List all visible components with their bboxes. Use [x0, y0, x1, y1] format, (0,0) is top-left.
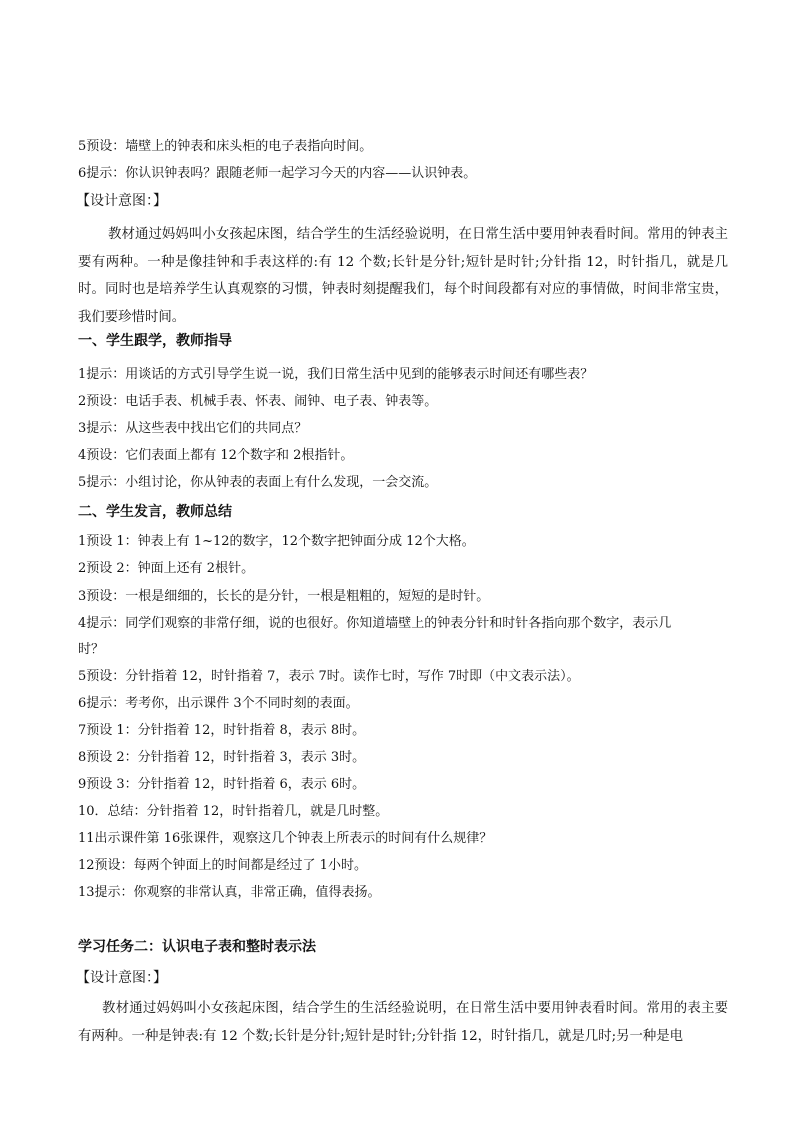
list-item: 11出示课件第 16张课件，观察这几个钟表上所表示的时间有什么规律？: [78, 831, 493, 846]
list-item: 5提示：小组讨论，你从钟表的表面上有什么发现，一会交流。: [78, 475, 438, 490]
section-heading: 一、学生跟学，教师指导: [78, 333, 232, 349]
list-item: 2预设：电话手表、机械手表、怀表、闹钟、电子表、钟表等。: [78, 394, 438, 409]
list-item: 8预设 2：分针指着 12，时针指着 3，表示 3时。: [78, 750, 366, 765]
list-item: 9预设 3：分针指着 12，时针指着 6，表示 6时。: [78, 777, 366, 792]
list-item: 12预设：每两个钟面上的时间都是经过了 1小时。: [78, 858, 367, 873]
list-item: 4提示：同学们观察的非常仔细，说的也很好。你知道墙壁上的钟表分针和时针各指向那个数字，表示几: [78, 616, 672, 631]
list-item: 7预设 1：分针指着 12，时针指着 8，表示 8时。: [78, 723, 366, 738]
list-item: 5预设：墙壁上的钟表和床头柜的电子表指向时间。: [78, 139, 373, 154]
design-intent-label: 【设计意图：】: [76, 970, 167, 986]
list-item: 6提示：考考你，出示课件 3个不同时刻的表面。: [78, 696, 359, 711]
list-item: 4预设：它们表面上都有 12个数字和 2根指针。: [78, 448, 354, 463]
design-intent-label: 【设计意图：】: [76, 193, 167, 209]
list-item: 1提示：用谈话的方式引导学生说一说，我们日常生活中见到的能够表示时间还有哪些表？: [78, 367, 594, 382]
list-item: 时？: [78, 642, 105, 657]
task-heading: 学习任务二：认识电子表和整时表示法: [78, 939, 316, 955]
list-item: 3提示：从这些表中找出它们的共同点？: [78, 421, 308, 436]
design-intent-paragraph: 教材通过妈妈叫小女孩起床图，结合学生的生活经验说明，在日常生活中要用钟表看时间。常用的钟表主要有两种。一种是像挂钟和手表这样的:有 12 个数;长针是分针;短针是时针;分针指 12，时针指几，就是几时。同时也是培养学生认真观察的习惯，钟表时刻提醒我们，每个时间段都有对应的事情做，时间非常宝贵，我们要珍惜时间。: [78, 227, 728, 325]
list-item: 6提示：你认识钟表吗？跟随老师一起学习今天的内容——认识钟表。: [78, 166, 477, 181]
list-item: 5预设：分针指着 12，时针指着 7，表示 7时。读作七时，写作 7时即（中文表示法）。: [78, 669, 580, 684]
list-item: 13提示：你观察的非常认真，非常正确，值得表扬。: [78, 885, 381, 900]
list-item: 1预设 1：钟表上有 1~12的数字，12个数字把钟面分成 12个大格。: [78, 534, 475, 549]
design-intent-paragraph: 教材通过妈妈叫小女孩起床图，结合学生的生活经验说明，在日常生活中要用钟表看时间。常用的表主要有两种。一种是钟表:有 12 个数;长针是分针;短针是时针;分针指 12，时针指几，就是几时;另一种是电: [78, 1001, 728, 1044]
section-heading: 二、学生发言，教师总结: [78, 504, 232, 520]
list-item: 3预设：一根是细细的，长长的是分针，一根是粗粗的，短短的是时针。: [78, 589, 490, 604]
list-item: 2预设 2：钟面上还有 2根针。: [78, 561, 255, 576]
list-item: 10．总结：分针指着 12，时针指着几，就是几时整。: [78, 804, 389, 819]
